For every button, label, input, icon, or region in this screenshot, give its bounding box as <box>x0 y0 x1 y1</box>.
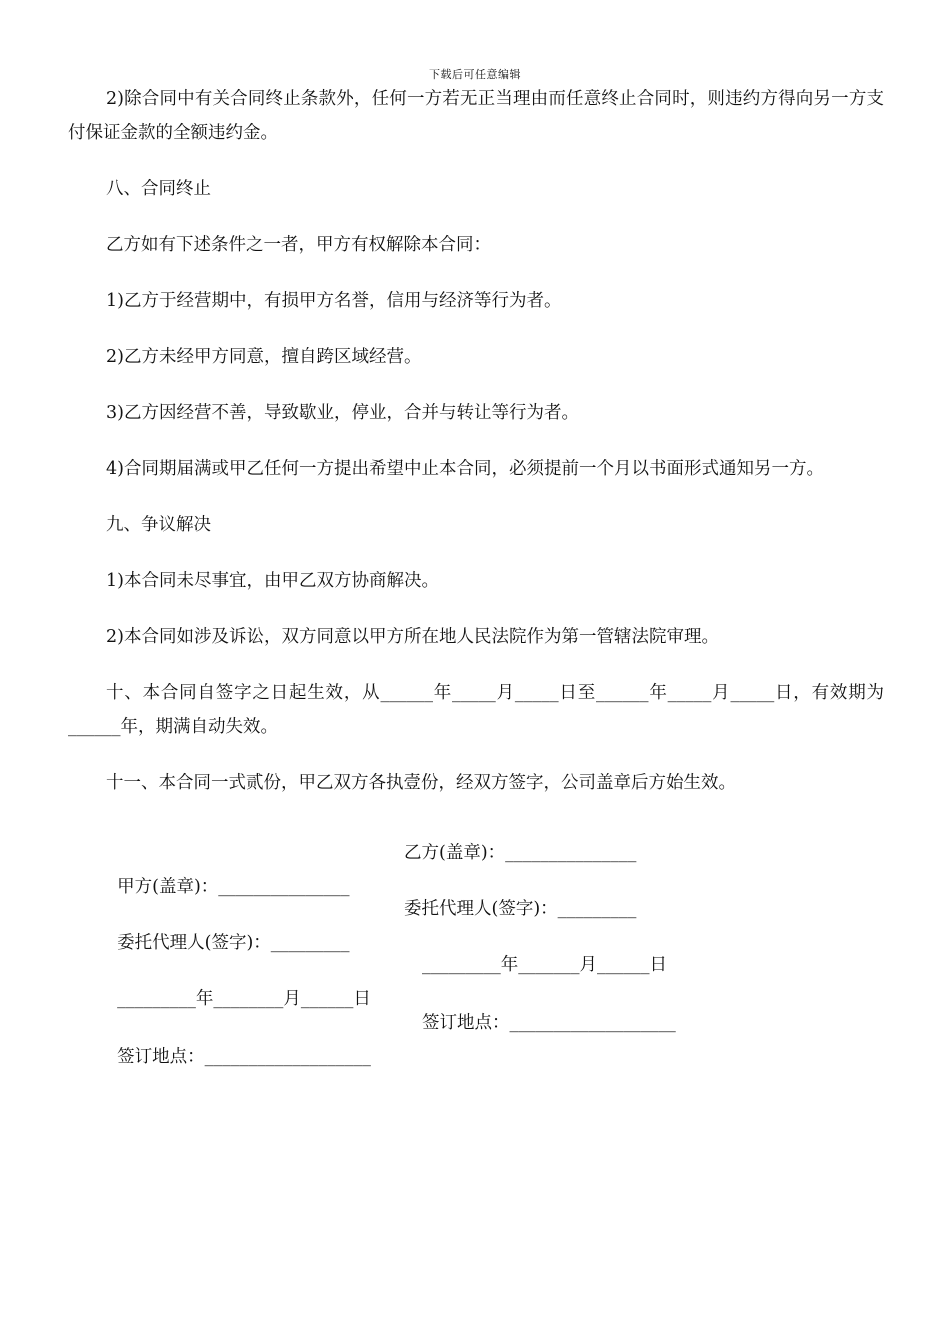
termination-item-2: 2)乙方未经甲方同意，擅自跨区域经营。 <box>106 347 422 367</box>
place-b-line: 签订地点：___________________ <box>422 1013 676 1033</box>
section-heading-termination: 八、合同终止 <box>106 179 211 199</box>
clause-copies: 十一、本合同一式贰份，甲乙双方各执壹份，经双方签字，公司盖章后方始生效。 <box>106 773 736 793</box>
clause-effective-date: 十、本合同自签字之日起生效，从______年_____月_____日至______年_____月_____日，有效期为______年，期满自动失效。 <box>68 683 884 737</box>
page-header: 下载后可任意编辑 <box>429 68 521 81</box>
dispute-item-2: 2)本合同如涉及诉讼，双方同意以甲方所在地人民法院作为第一管辖法院审理。 <box>106 627 719 647</box>
clause-termination-penalty: 2)除合同中有关合同终止条款外，任何一方若无正当理由而任意终止合同时，则违约方得向另一方支付保证金款的全额违约金。 <box>68 89 884 143</box>
contract-body <box>68 82 884 822</box>
date-a-line: _________年________月______日 <box>117 989 371 1009</box>
signature-row-place <box>106 1006 676 1108</box>
date-b-line: _________年_______月______日 <box>422 955 667 975</box>
party-a-seal-line: 甲方(盖章)：_______________ <box>117 877 350 897</box>
place-a-line: 签订地点：___________________ <box>117 1047 371 1067</box>
party-b-seal-line: 乙方(盖章)：_______________ <box>404 843 637 863</box>
termination-item-4: 4)合同期届满或甲乙任何一方提出希望中止本合同，必须提前一个月以书面形式通知另一方。 <box>106 459 824 479</box>
agent-b-line: 委托代理人(签字)：_________ <box>404 899 637 919</box>
termination-item-1: 1)乙方于经营期中，有损甲方名誉，信用与经济等行为者。 <box>106 291 562 311</box>
section-heading-dispute: 九、争议解决 <box>106 515 211 535</box>
termination-intro: 乙方如有下述条件之一者，甲方有权解除本合同： <box>106 235 491 255</box>
termination-item-3: 3)乙方因经营不善，导致歇业，停业，合并与转让等行为者。 <box>106 403 579 423</box>
agent-a-line: 委托代理人(签字)：_________ <box>117 933 350 953</box>
dispute-item-1: 1)本合同未尽事宜，由甲乙双方协商解决。 <box>106 571 439 591</box>
